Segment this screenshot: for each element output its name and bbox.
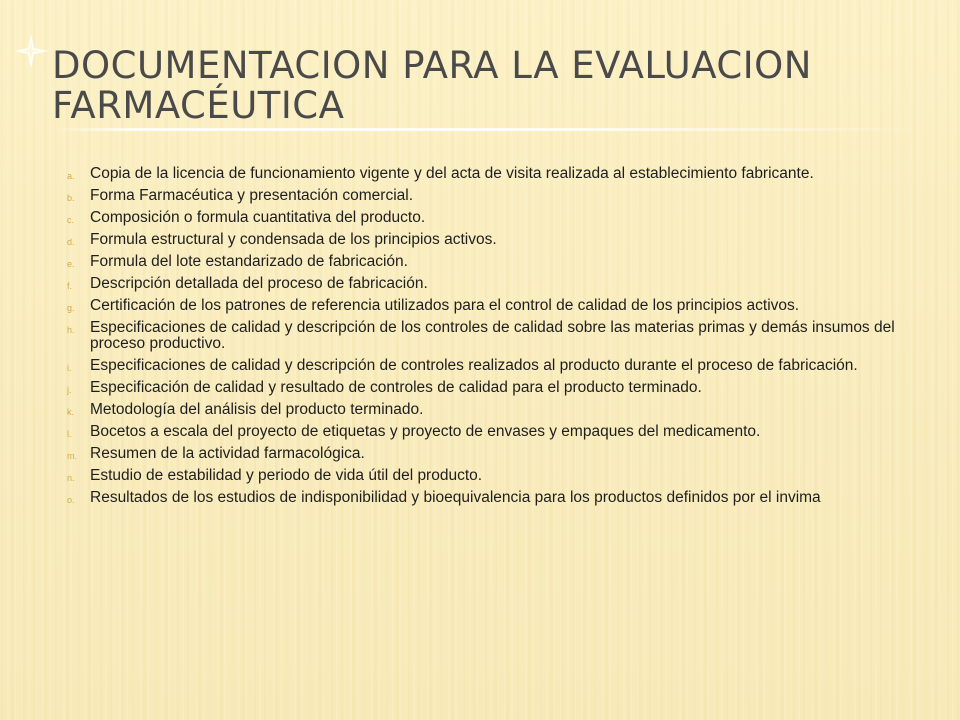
list-item xyxy=(68,166,913,182)
list-item xyxy=(68,380,913,396)
list-marker: b. xyxy=(67,193,75,203)
list-item-text: Formula estructural y condensada de los principios activos. xyxy=(90,231,497,248)
list-item xyxy=(68,490,913,506)
list-item xyxy=(68,424,913,440)
list-item-text: Especificaciones de calidad y descripción de controles realizados al producto durante el proceso de fabricación. xyxy=(90,357,858,374)
list-item-text: Formula del lote estandarizado de fabricación. xyxy=(90,253,408,270)
list-marker: f. xyxy=(67,281,73,291)
list-item-text: Composición o formula cuantitativa del producto. xyxy=(90,209,426,226)
list-item xyxy=(68,358,913,374)
list-item-text: Especificación de calidad y resultado de controles de calidad para el producto terminado. xyxy=(90,379,702,396)
list-item xyxy=(68,188,913,204)
list-item xyxy=(68,446,913,462)
list-item xyxy=(68,210,913,226)
list-marker: m. xyxy=(67,451,77,461)
list-item xyxy=(68,320,913,352)
slide-title: DOCUMENTACION PARA LA EVALUACION FARMACÉUTICA xyxy=(52,44,812,127)
list-item xyxy=(68,468,913,484)
list-marker: h. xyxy=(67,325,75,335)
list-item-text: Bocetos a escala del proyecto de etiquetas y proyecto de envases y empaques del medicamento. xyxy=(90,423,761,440)
list-marker: e. xyxy=(67,259,75,269)
list-marker: i. xyxy=(67,363,72,373)
list-item-text: Descripción detallada del proceso de fabricación. xyxy=(90,275,428,292)
list-marker: d. xyxy=(67,237,75,247)
list-item xyxy=(68,232,913,248)
list-item-text: Certificación de los patrones de referencia utilizados para el control de calidad de los principios activos. xyxy=(90,297,800,314)
list-marker: l. xyxy=(67,429,72,439)
list-item-text: Copia de la licencia de funcionamiento vigente y del acta de visita realizada al establecimiento fabricante. xyxy=(90,165,814,182)
list-marker: c. xyxy=(67,215,75,225)
list-marker: g. xyxy=(67,303,75,313)
star-icon xyxy=(10,30,52,72)
list-marker: n. xyxy=(67,473,75,483)
list-item-text: Estudio de estabilidad y periodo de vida útil del producto. xyxy=(90,467,483,484)
list-item-text: Resumen de la actividad farmacológica. xyxy=(90,445,365,462)
title-divider xyxy=(52,128,932,131)
requirements-list xyxy=(68,166,913,512)
list-item xyxy=(68,402,913,418)
list-item xyxy=(68,254,913,270)
list-marker: a. xyxy=(67,171,75,181)
list-item xyxy=(68,298,913,314)
list-item-text: Especificaciones de calidad y descripción de los controles de calidad sobre las materias primas y demás insumos del proceso productivo. xyxy=(90,319,895,352)
list-item-text: Forma Farmacéutica y presentación comercial. xyxy=(90,187,414,204)
list-marker: o. xyxy=(67,495,75,505)
list-item-text: Metodología del análisis del producto terminado. xyxy=(90,401,424,418)
list-marker: k. xyxy=(67,407,75,417)
list-item xyxy=(68,276,913,292)
list-marker: j. xyxy=(67,385,72,395)
list-item-text: Resultados de los estudios de indisponibilidad y bioequivalencia para los productos definidos por el invima xyxy=(90,489,821,506)
